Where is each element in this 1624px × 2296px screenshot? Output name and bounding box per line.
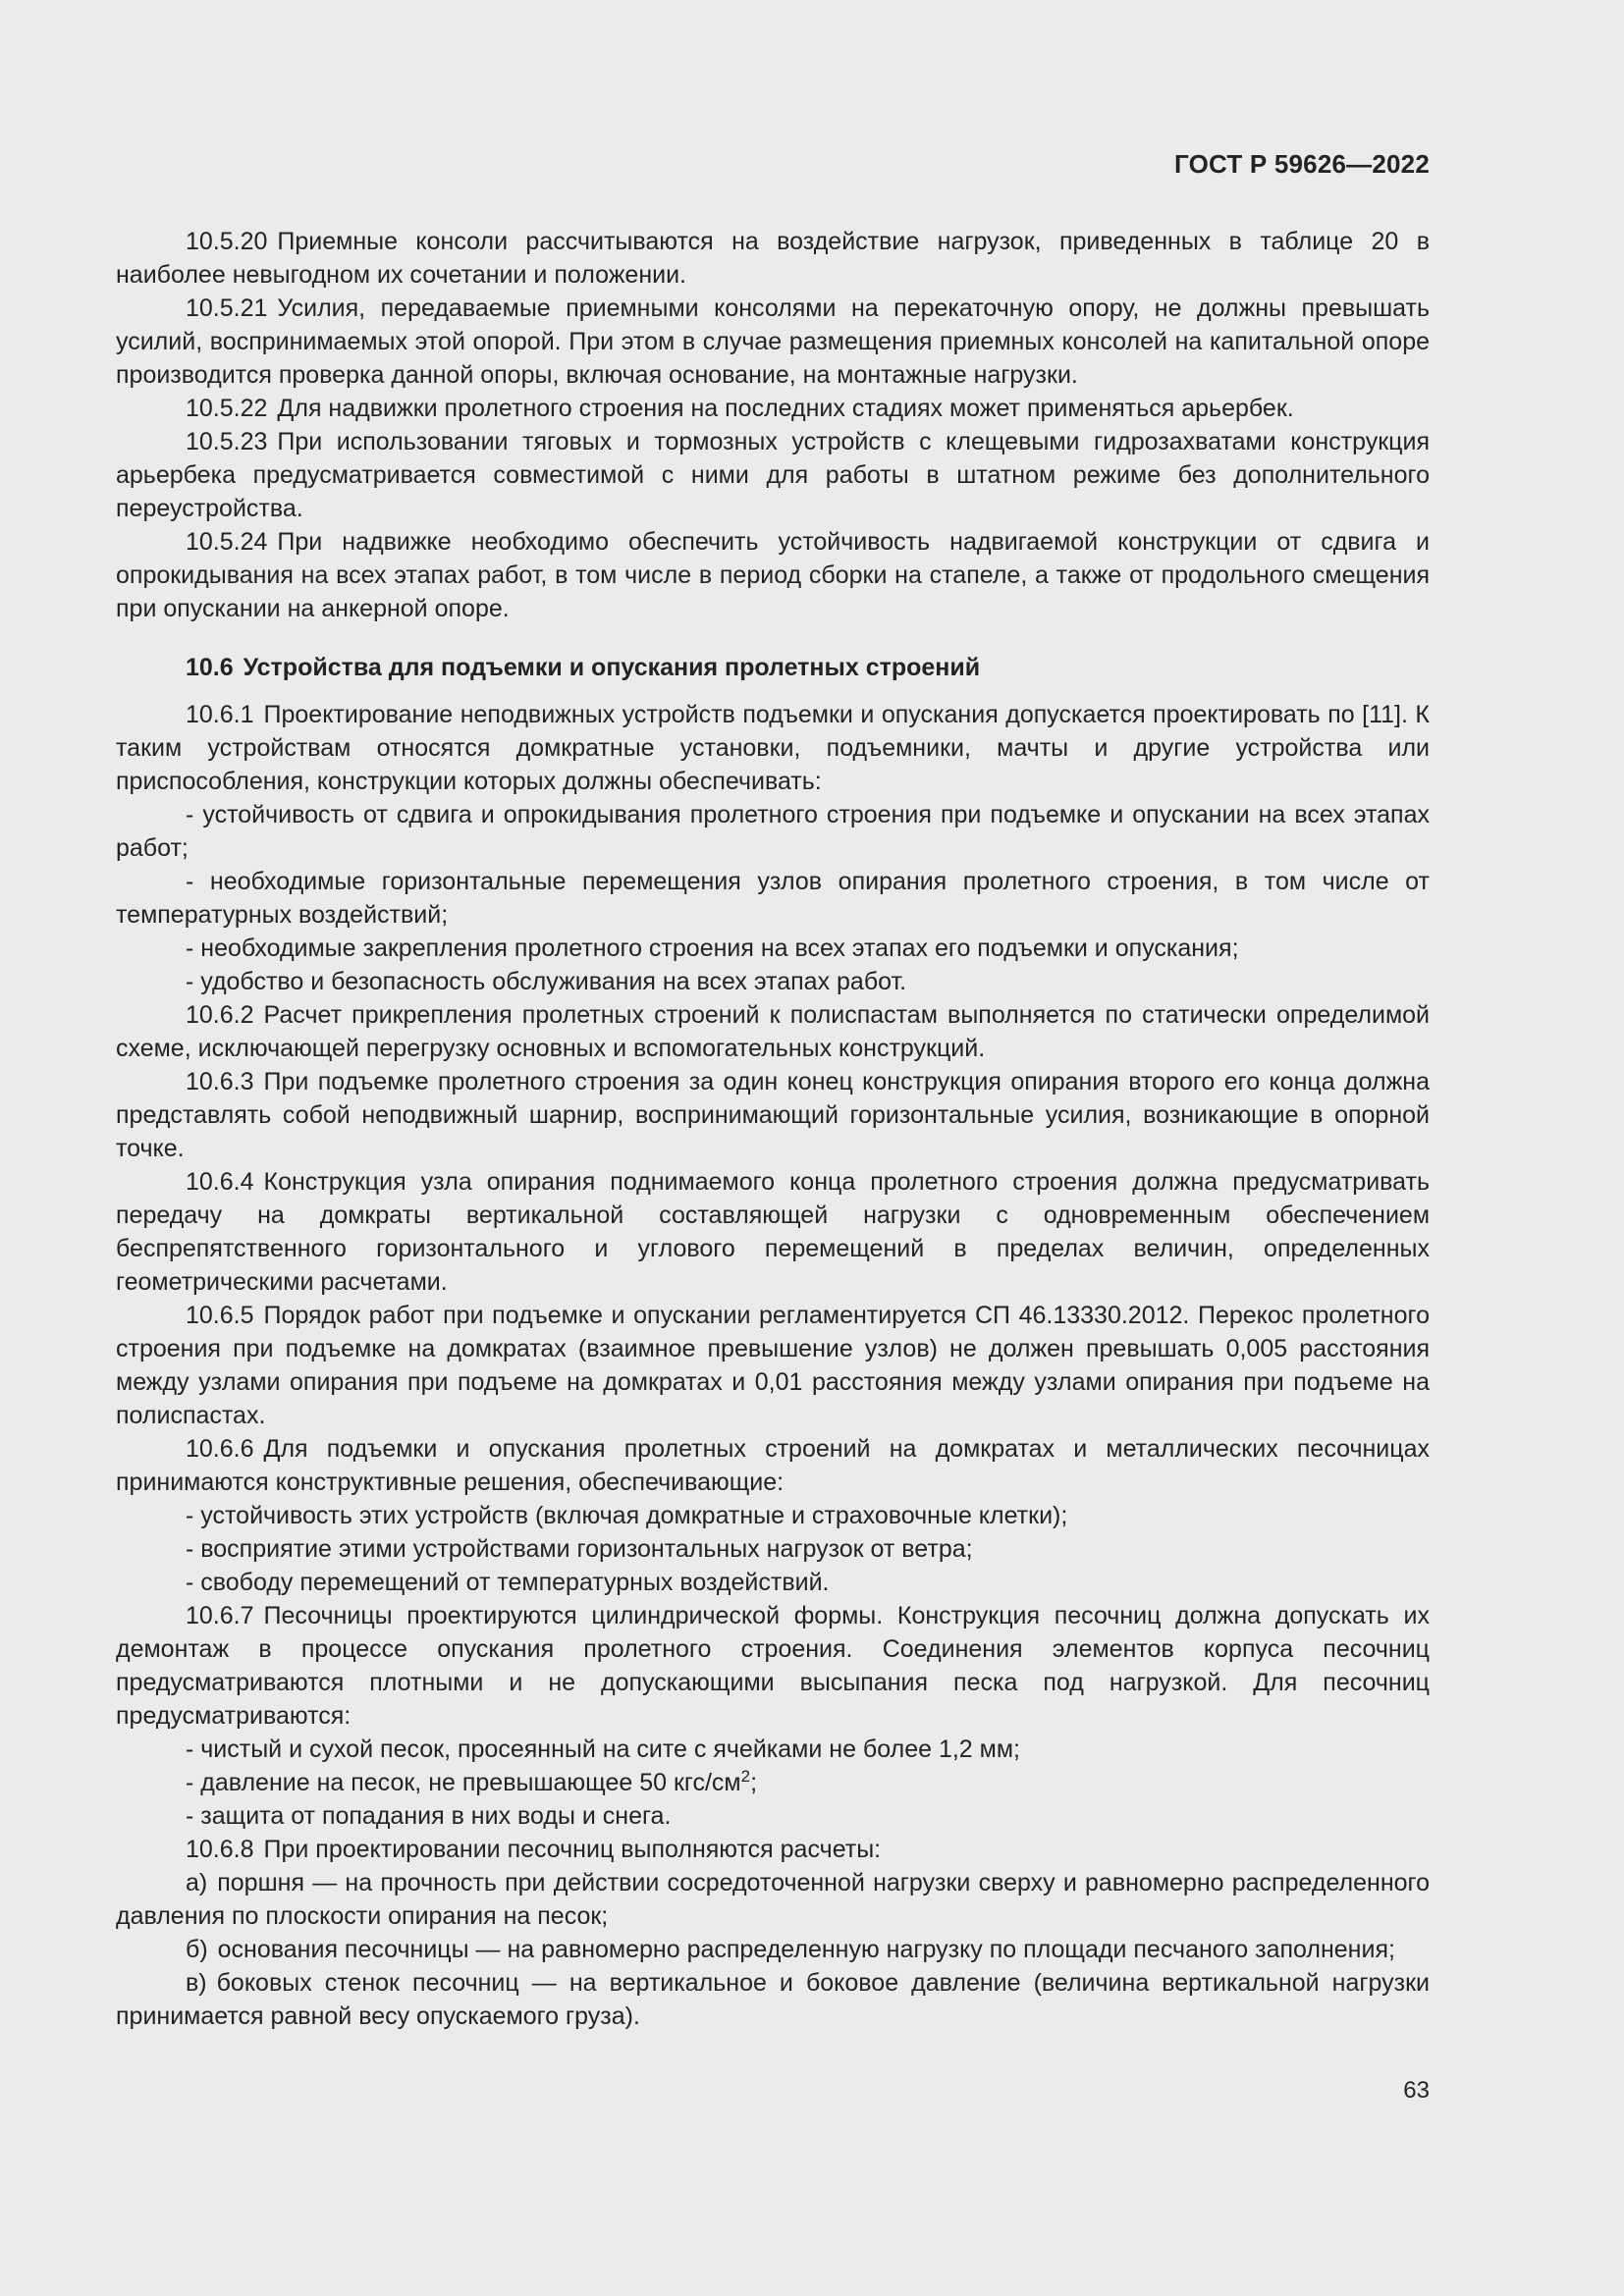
paragraph [116,1499,1430,1532]
paragraph [116,1933,1430,1966]
paragraph-text: - защита от попадания в них воды и снега. [186,1802,672,1830]
paragraph-text: - свободу перемещений от температурных воздействий. [186,1569,830,1596]
paragraph [116,525,1430,625]
paragraph-text: боковых стенок песочниц — на вертикальное и боковое давление (величина вертикальной нагрузки принимается равной весу опускаемого груза). [116,1969,1430,2030]
paragraph-text: Порядок работ при подъемке и опускании регламентируется СП 46.13330.2012. Перекос пролетного строения при подъемке на домкратах (взаимное превышение узлов) не должен превышать 0,005 расстояния между узлами опирания при подъеме на домкратах и 0,01 расстояния между узлами опирания при подъеме на полиспастах. [116,1302,1430,1429]
paragraph-number: 10.6.6 [186,1435,254,1463]
paragraph [116,1065,1430,1165]
paragraph-text: - устойчивость от сдвига и опрокидывания пролетного строения при подъемке и опускании на всех этапах работ; [116,801,1430,862]
paragraph-number: 10.6.7 [186,1602,254,1629]
section-heading [116,651,1430,684]
paragraph-text: - необходимые горизонтальные перемещения узлов опирания пролетного строения, в том числе от температурных воздействий; [116,868,1430,929]
paragraph-number: 10.6.2 [186,1001,254,1029]
paragraph [116,798,1430,865]
paragraph-number: б) [186,1936,208,1963]
paragraph-text: - давление на песок, не превышающее 50 кгс/см [186,1769,741,1796]
paragraph-text: Проектирование неподвижных устройств подъемки и опускания допускается проектировать по [11]. К таким устройствам относятся домкратные установки, подъемники, мачты и другие устройства или приспособления, конструкции которых должны обеспечивать: [116,701,1430,795]
paragraph-text: Расчет прикрепления пролетных строений к полиспастам выполняется по статически определимой схеме, исключающей перегрузку основных и вспомогательных конструкций. [116,1001,1430,1062]
paragraph [116,392,1430,425]
paragraph-text: Для надвижки пролетного строения на последних стадиях может применяться арьербек. [277,395,1294,422]
paragraph [116,865,1430,932]
paragraph-text: - необходимые закрепления пролетного строения на всех этапах его подъемки и опускания; [186,934,1239,962]
paragraph [116,965,1430,998]
paragraph-number: 10.6.4 [186,1168,254,1196]
paragraph-text-tail: ; [750,1769,758,1796]
paragraph [116,1733,1430,1766]
paragraph [116,1866,1430,1933]
page-number: 63 [1403,2077,1430,2104]
section-number: 10.6 [186,654,234,681]
paragraph [116,698,1430,798]
paragraph-text: - восприятие этими устройствами горизонтальных нагрузок от ветра; [186,1535,973,1563]
paragraph-text: При надвижке необходимо обеспечить устойчивость надвигаемой конструкции от сдвига и опрокидывания на всех этапах работ, в том числе в период сборки на стапеле, а также от продольного смещения при опускании на анкерной опоре. [116,528,1430,622]
paragraph-number: в) [186,1969,207,1997]
paragraph-number: 10.6.1 [186,701,254,728]
paragraph-number: 10.5.20 [186,228,268,255]
paragraphs-10-6 [116,698,1430,2033]
paragraph-number: 10.5.23 [186,428,268,455]
paragraph-text: Приемные консоли рассчитываются на воздействие нагрузок, приведенных в таблице 20 в наиболее невыгодном их сочетании и положении. [116,228,1430,289]
paragraph-text: При подъемке пролетного строения за один конец конструкция опирания второго его конца должна представлять собой неподвижный шарнир, воспринимающий горизонтальные усилия, возникающие в опорной точке. [116,1068,1430,1162]
paragraph-text: - удобство и безопасность обслуживания на всех этапах работ. [186,968,907,995]
paragraph [116,998,1430,1065]
paragraph-text: Песочницы проектируются цилиндрической формы. Конструкция песочниц должна допускать их демонтаж в процессе опускания пролетного строения. Соединения элементов корпуса песочниц предусматриваются плотными и не допускающими высыпания песка под нагрузкой. Для песочниц предусматриваются: [116,1602,1430,1730]
paragraph-text: - устойчивость этих устройств (включая домкратные и страховочные клетки); [186,1502,1068,1529]
paragraph-text: Усилия, передаваемые приемными консолями на перекаточную опору, не должны превышать усилий, воспринимаемых этой опорой. При этом в случае размещения приемных консолей на капитальной опоре производится проверка данной опоры, включая основание, на монтажные нагрузки. [116,294,1430,389]
paragraph-text: основания песочницы — на равномерно распределенную нагрузку по площади песчаного заполнения; [217,1936,1395,1963]
paragraph-number: 10.6.8 [186,1836,254,1863]
paragraph-number: 10.6.5 [186,1302,254,1329]
paragraph [116,225,1430,292]
paragraph-text: Для подъемки и опускания пролетных строений на домкратах и металлических песочницах принимаются конструктивные решения, обеспечивающие: [116,1435,1430,1496]
paragraphs-10-5 [116,225,1430,625]
paragraph [116,1566,1430,1599]
paragraph-text: поршня — на прочность при действии сосредоточенной нагрузки сверху и равномерно распределенного давления по плоскости опирания на песок; [116,1869,1430,1930]
section-title: Устройства для подъемки и опускания пролетных строений [243,654,981,681]
paragraph-number: 10.5.22 [186,395,268,422]
paragraph [116,1966,1430,2033]
paragraph [116,1165,1430,1299]
paragraph-number: а) [186,1869,208,1896]
paragraph-number: 10.6.3 [186,1068,254,1095]
paragraph [116,1599,1430,1733]
paragraph [116,1532,1430,1566]
superscript: 2 [740,1767,751,1786]
paragraph-text: - чистый и сухой песок, просеянный на сите с ячейками не более 1,2 мм; [186,1735,1020,1763]
document-header: ГОСТ Р 59626—2022 [1174,149,1430,179]
paragraph [116,1766,1430,1799]
paragraph [116,1299,1430,1432]
paragraph-number: 10.5.21 [186,294,268,322]
paragraph [116,1799,1430,1833]
paragraph [116,425,1430,525]
paragraph-text: При использовании тяговых и тормозных устройств с клещевыми гидрозахватами конструкция арьербека предусматривается совместимой с ними для работы в штатном режиме без дополнительного переустройства. [116,428,1430,522]
document-body [116,225,1430,2033]
paragraph [116,292,1430,392]
paragraph-text: Конструкция узла опирания поднимаемого конца пролетного строения должна предусматривать передачу на домкраты вертикальной составляющей нагрузки с одновременным обеспечением беспрепятственного горизонтального и углового перемещений в пределах величин, определенных геометрическими расчетами. [116,1168,1430,1296]
paragraph [116,1833,1430,1866]
paragraph [116,1432,1430,1499]
paragraph [116,932,1430,965]
paragraph-number: 10.5.24 [186,528,268,556]
paragraph-text: При проектировании песочниц выполняются расчеты: [263,1836,882,1863]
